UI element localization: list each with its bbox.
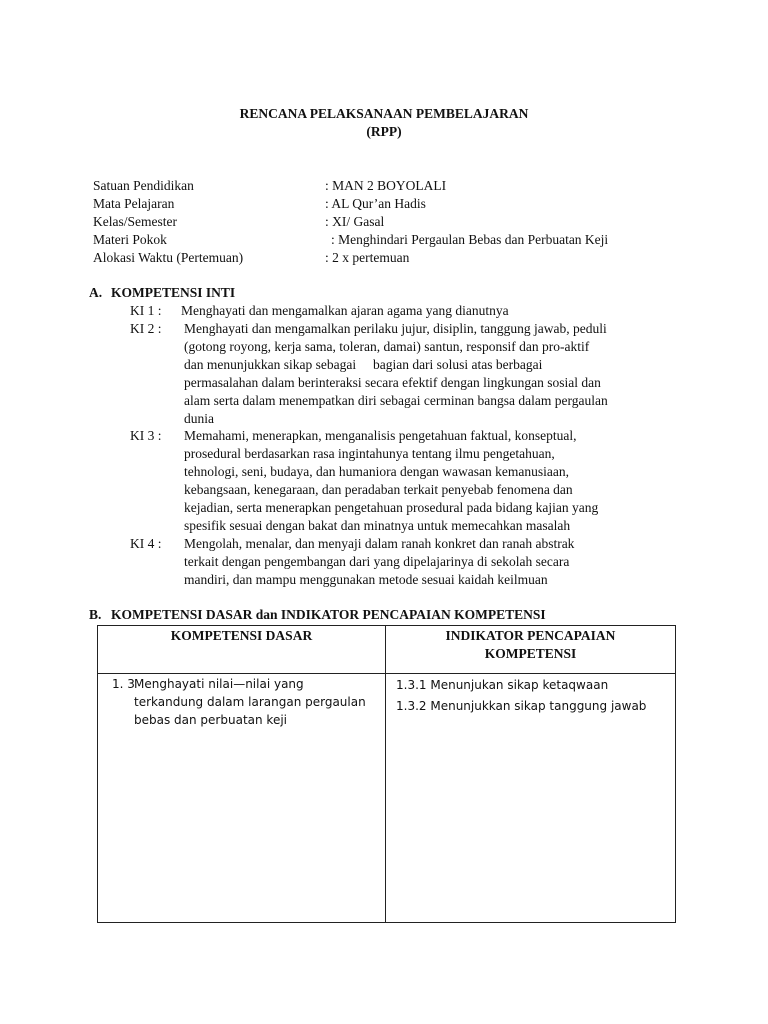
header-indikator (386, 626, 676, 674)
kd-cell (98, 674, 386, 923)
ki-line: tehnologi, seni, budaya, dan humaniora dengan wawasan kemanusiaan, (184, 464, 570, 479)
ki-line: alam serta dalam menempatkan diri sebagai cerminan bangsa dalam pergaulan (184, 393, 608, 408)
identity-value: : Menghindari Pergaulan Bebas dan Perbuatan Keji (331, 232, 609, 247)
kd-line: terkandung dalam larangan pergaulan (134, 695, 366, 709)
kd-item (112, 675, 379, 729)
indicator-item: 1.3.2 Menunjukkan sikap tanggung jawab (396, 699, 647, 713)
ki-line: permasalahan dalam berinteraksi secara efektif dengan lingkungan sosial dan (184, 375, 601, 390)
ki-code: KI 1 : (130, 303, 162, 318)
ki-text (184, 320, 704, 428)
header-kompetensi-dasar (98, 626, 386, 674)
ki-line: mandiri, dan mampu menggunakan metode sesuai kaidah keilmuan (184, 572, 548, 587)
ki-line: Mengolah, menalar, dan menyaji dalam ranah konkret dan ranah abstrak (184, 536, 575, 551)
section-title: KOMPETENSI DASAR dan INDIKATOR PENCAPAIAN KOMPETENSI (111, 607, 546, 622)
kd-line: Menghayati nilai—nilai yang (134, 677, 304, 691)
ki-line: (gotong royong, kerja sama, toleran, damai) santun, responsif dan pro-aktif (184, 339, 590, 354)
ki-code: KI 4 : (130, 536, 162, 551)
header-label: KOMPETENSI (484, 646, 577, 661)
ki-code: KI 3 : (130, 428, 162, 443)
ki-text (184, 535, 704, 589)
header-label: INDIKATOR PENCAPAIAN (445, 628, 616, 643)
ki-line: dunia (184, 411, 214, 426)
section-marker: A. (89, 285, 103, 300)
ki-line: terkait dengan pengembangan dari yang dipelajarinya di sekolah secara (184, 554, 570, 569)
identity-value: : MAN 2 BOYOLALI (325, 178, 447, 193)
ki-line: dan menunjukkan sikap sebagai bagian dari solusi atas berbagai (184, 357, 543, 372)
ki-line: kejadian, serta menerapkan pengetahuan prosedural pada bidang kajian yang (184, 500, 599, 515)
identity-label: Satuan Pendidikan (93, 178, 194, 193)
indicator-cell (386, 674, 676, 923)
document-title: RENCANA PELAKSANAAN PEMBELAJARAN (239, 106, 529, 121)
kd-ipk-table (97, 625, 676, 923)
kd-number: 1. 3 (112, 677, 135, 691)
identity-label: Alokasi Waktu (Pertemuan) (93, 250, 244, 265)
ki-text (184, 427, 704, 535)
document-subtitle: (RPP) (366, 124, 402, 139)
section-heading-kompetensi-dasar (89, 606, 546, 624)
identity-label: Mata Pelajaran (93, 196, 175, 211)
section-marker: B. (89, 607, 102, 622)
ki-text (181, 302, 701, 320)
table-row (98, 674, 676, 923)
identity-value: : 2 x pertemuan (325, 250, 410, 265)
identity-value: : XI/ Gasal (325, 214, 385, 229)
kd-line: bebas dan perbuatan keji (134, 713, 287, 727)
header-label: KOMPETENSI DASAR (170, 628, 313, 643)
section-title: KOMPETENSI INTI (111, 285, 236, 300)
ki-line: Memahami, menerapkan, menganalisis pengetahuan faktual, konseptual, (184, 428, 577, 443)
ki-line: Menghayati dan mengamalkan perilaku jujur, disiplin, tanggung jawab, peduli (184, 321, 607, 336)
identity-label: Materi Pokok (93, 232, 167, 247)
identity-label: Kelas/Semester (93, 214, 177, 229)
indicator-item: 1.3.1 Menunjukan sikap ketaqwaan (396, 678, 609, 692)
ki-line: kebangsaan, kenegaraan, dan peradaban terkait penyebab fenomena dan (184, 482, 573, 497)
ki-line: prosedural berdasarkan rasa ingintahunya tentang ilmu pengetahuan, (184, 446, 555, 461)
table-header-row (98, 626, 676, 674)
section-heading-kompetensi-inti (89, 284, 235, 302)
ki-line: Menghayati dan mengamalkan ajaran agama yang dianutnya (181, 303, 509, 318)
ki-line: spesifik sesuai dengan bakat dan minatnya untuk memecahkan masalah (184, 518, 571, 533)
ki-code: KI 2 : (130, 321, 162, 336)
identity-value: : AL Qur’an Hadis (325, 196, 426, 211)
